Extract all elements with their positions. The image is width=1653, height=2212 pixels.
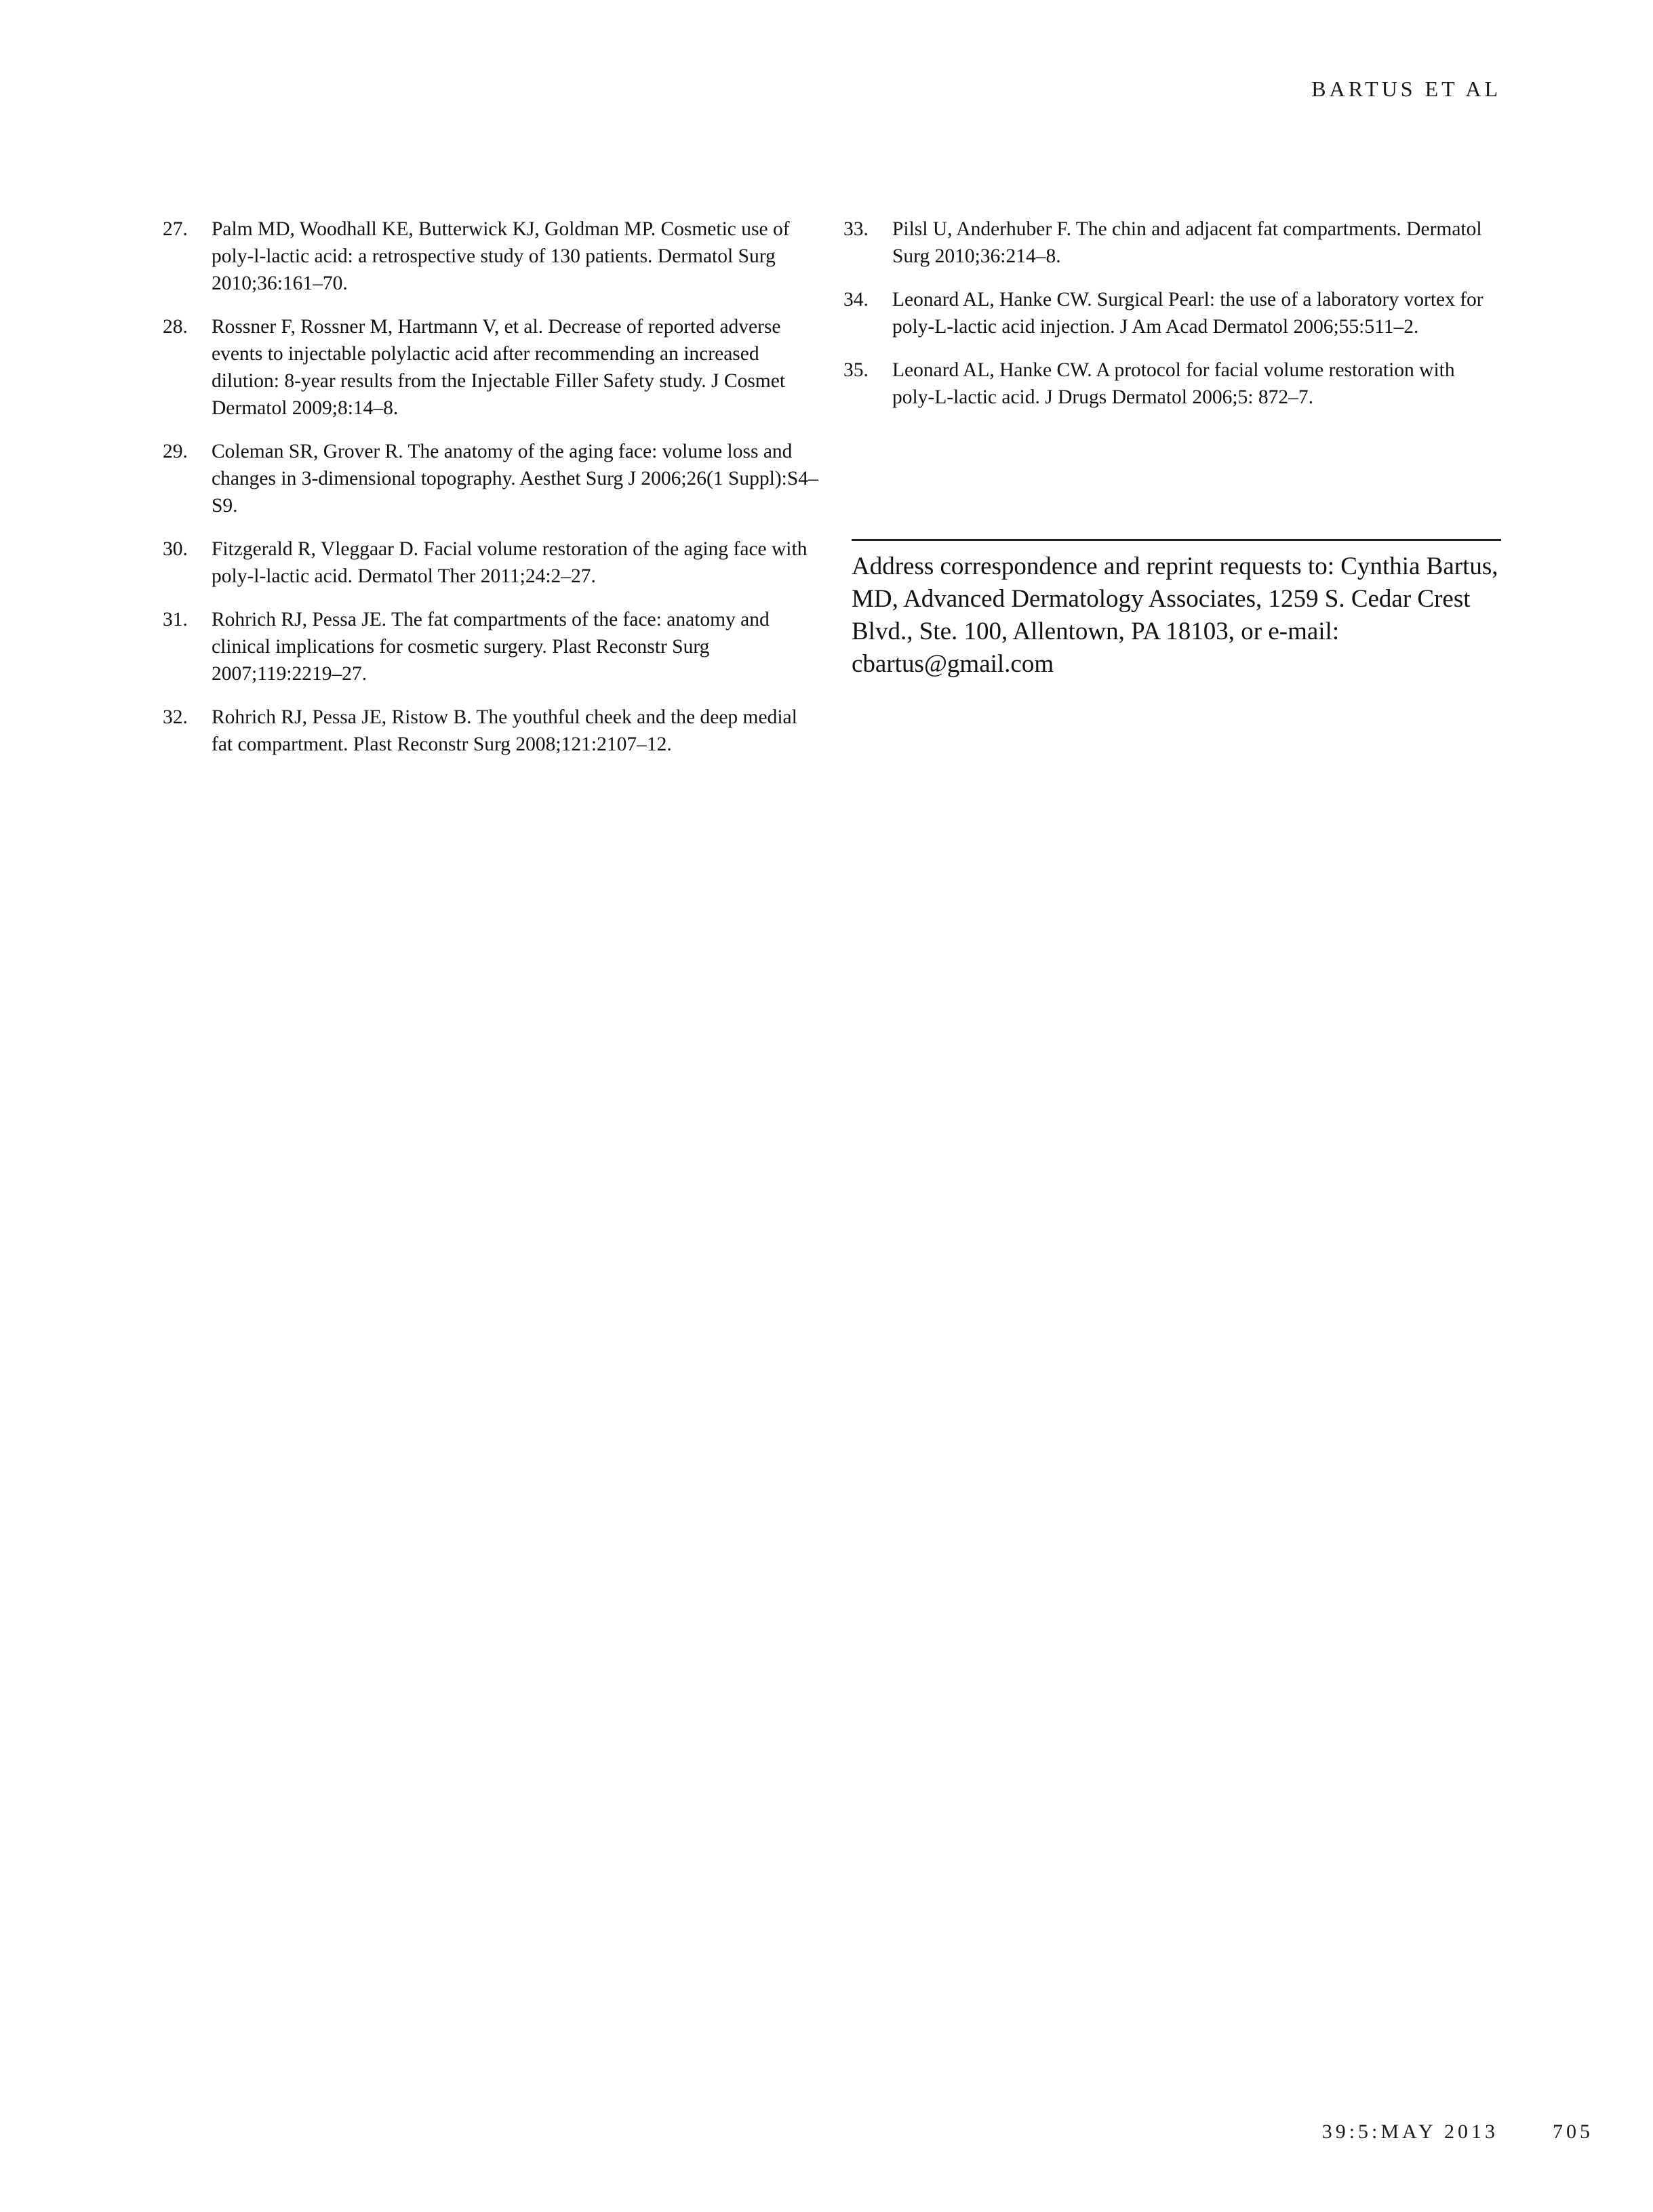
- reference-item-30: [163, 536, 822, 590]
- reference-text: Rohrich RJ, Pessa JE. The fat compartments of the face: anatomy and clinical implications for cosmetic surgery. Plast Reconstr Surg 2007;119:2219–27.: [212, 609, 770, 685]
- reference-item-31: [163, 606, 822, 687]
- reference-number: 35.: [843, 359, 869, 381]
- reference-column-left: [163, 216, 822, 774]
- page-footer: [1322, 2120, 1593, 2144]
- reference-text: Leonard AL, Hanke CW. A protocol for facial volume restoration with poly-L-lactic acid. J Drugs Dermatol 2006;5: 872–7.: [892, 359, 1455, 408]
- correspondence-block: [852, 539, 1501, 681]
- reference-item-28: [163, 313, 822, 422]
- reference-item-33: [843, 216, 1501, 270]
- reference-number: 33.: [843, 218, 869, 240]
- reference-number: 29.: [163, 441, 188, 462]
- reference-text: Rohrich RJ, Pessa JE, Ristow B. The youthful cheek and the deep medial fat compartment. Plast Reconstr Surg 2008;121:2107–12.: [212, 706, 797, 755]
- reference-text: Coleman SR, Grover R. The anatomy of the aging face: volume loss and changes in 3-dimensional topography. Aesthet Surg J 2006;26(1 Suppl):S4–S9.: [212, 441, 818, 517]
- reference-item-29: [163, 438, 822, 519]
- reference-text: Leonard AL, Hanke CW. Surgical Pearl: the use of a laboratory vortex for poly-L-lactic acid injection. J Am Acad Dermatol 2006;55:511–2.: [892, 289, 1483, 338]
- correspondence-text: Address correspondence and reprint requests to: Cynthia Bartus, MD, Advanced Dermatology Associates, 1259 S. Cedar Crest Blvd., Ste. 100, Allentown, PA 18103, or e-mail: cbartus@gmail.com: [852, 552, 1498, 678]
- reference-list-left: [163, 216, 822, 758]
- reference-item-27: [163, 216, 822, 297]
- running-head: BARTUS ET AL: [1311, 77, 1501, 101]
- reference-number: 30.: [163, 538, 188, 560]
- reference-number: 34.: [843, 289, 869, 310]
- reference-text: Pilsl U, Anderhuber F. The chin and adjacent fat compartments. Dermatol Surg 2010;36:214–8.: [892, 218, 1482, 267]
- reference-item-35: [843, 357, 1501, 411]
- reference-column-right: [843, 216, 1501, 427]
- reference-text: Fitzgerald R, Vleggaar D. Facial volume restoration of the aging face with poly-l-lactic acid. Dermatol Ther 2011;24:2–27.: [212, 538, 808, 587]
- footer-issue: 39:5:MAY 2013: [1321, 2120, 1498, 2143]
- reference-list-right: [843, 216, 1501, 411]
- reference-number: 27.: [163, 218, 188, 240]
- reference-number: 28.: [163, 316, 188, 338]
- reference-number: 32.: [163, 706, 188, 728]
- reference-number: 31.: [163, 609, 188, 630]
- reference-text: Palm MD, Woodhall KE, Butterwick KJ, Goldman MP. Cosmetic use of poly-l-lactic acid: a retrospective study of 130 patients. Dermatol Surg 2010;36:161–70.: [212, 218, 790, 294]
- reference-item-32: [163, 704, 822, 758]
- reference-item-34: [843, 286, 1501, 340]
- page-number: 705: [1553, 2120, 1593, 2143]
- reference-text: Rossner F, Rossner M, Hartmann V, et al. Decrease of reported adverse events to injectable polylactic acid after recommending an increased dilution: 8-year results from the Injectable Filler Safety study. J Cosmet Dermatol 2009;8:14–8.: [212, 316, 786, 419]
- correspondence-divider: [852, 539, 1501, 541]
